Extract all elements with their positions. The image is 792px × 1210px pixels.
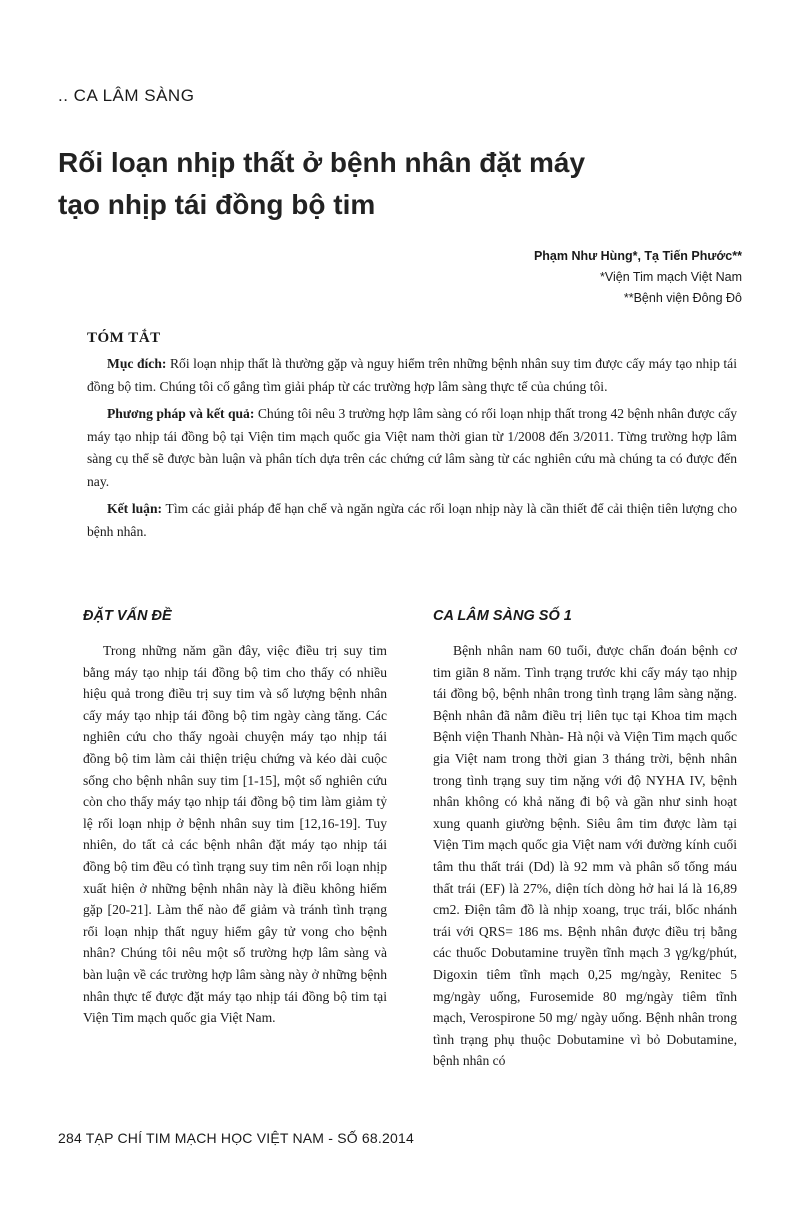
journal-footer: 284 TẠP CHÍ TIM MẠCH HỌC VIỆT NAM - SỐ 68.2014 — [58, 1130, 414, 1146]
objective-label: Mục đích: — [107, 356, 167, 371]
methods-text: Chúng tôi nêu 3 trường hợp lâm sàng có rối loạn nhịp thất trong 42 bệnh nhân được cấy máy tạo nhịp tái đồng bộ tại Viện tim mạch quốc gia Việt nam thời gian từ 1/2008 đến 3/2011. Từng trường hợp lâm sàng cụ thể sẽ được bàn luận và phân tích dựa trên các chứng cứ lâm sàng từ các nghiên cứu mà chúng ta có được đến nay. — [87, 406, 737, 489]
affiliation-1: *Viện Tim mạch Việt Nam — [600, 270, 742, 284]
abstract-heading: TÓM TẮT — [87, 330, 161, 346]
right-column — [433, 608, 737, 1072]
author-block — [534, 246, 742, 309]
case-1-heading: CA LÂM SÀNG SỐ 1 — [433, 608, 572, 624]
methods-label: Phương pháp và kết quả: — [107, 406, 255, 421]
objective-text: Rối loạn nhịp thất là thường gặp và nguy hiểm trên những bệnh nhân suy tim được cấy máy tạo nhịp tái đồng bộ tim. Chúng tôi cố gắng tìm giải pháp từ các trường hợp lâm sàng thực tế của chúng tôi. — [87, 356, 737, 394]
section-tag: .. CA LÂM SÀNG — [58, 86, 195, 105]
article-title — [58, 142, 758, 226]
conclusion-label: Kết luận: — [107, 501, 163, 516]
left-column — [83, 608, 387, 1029]
title-line-2: tạo nhịp tái đồng bộ tim — [58, 189, 376, 220]
conclusion-text: Tìm các giải pháp để hạn chế và ngăn ngừa các rối loạn nhịp này là cần thiết để cải thiện tiên lượng cho bệnh nhân. — [87, 501, 737, 539]
abstract-methods — [87, 403, 737, 493]
affiliation-2: **Bệnh viện Đông Đô — [623, 291, 742, 305]
abstract-conclusion — [87, 498, 737, 543]
abstract-objective — [87, 353, 737, 398]
author-names: Phạm Như Hùng*, Tạ Tiến Phước** — [533, 249, 742, 263]
introduction-body: Trong những năm gần đây, việc điều trị suy tim bằng máy tạo nhịp tái đồng bộ tim cho thấy có nhiều hiệu quả trong điều trị suy tim và số lượng bệnh nhân cấy máy tạo nhịp tái đồng bộ tim ngày càng tăng. Các nghiên cứu cho thấy ngoài chuyện máy tạo nhịp tái đồng bộ tim làm cải thiện triệu chứng và kéo dài cuộc sống cho bệnh nhân suy tim [1-15], một số nghiên cứu còn cho thấy máy tạo nhịp tái đồng bộ tim làm giảm tỷ lệ rối loạn nhịp ở bệnh nhân suy tim [12,16-19]. Tuy nhiên, do tất cả các bệnh nhân đặt máy tạo nhịp tái đồng bộ tim đều có tình trạng suy tim nên rối loạn nhịp xuất hiện ở những bệnh nhân này là điều không hiếm gặp [20-21]. Làm thế nào để giảm và tránh tình trạng rối loạn nhịp thất nguy hiểm gây tử vong cho bệnh nhân? Chúng tôi nêu một số trường hợp lâm sàng và bàn luận về các trường hợp lâm sàng này ở những bệnh nhân thực tế được đặt máy tạo nhịp tái đồng bộ tim tại Viện Tim mạch quốc gia Việt Nam. — [83, 643, 387, 1026]
title-line-1: Rối loạn nhịp thất ở bệnh nhân đặt máy — [58, 147, 586, 178]
introduction-heading: ĐẶT VẤN ĐỀ — [83, 608, 172, 624]
abstract — [87, 330, 737, 548]
case-1-body: Bệnh nhân nam 60 tuổi, được chẩn đoán bệnh cơ tim giãn 8 năm. Tình trạng trước khi cấy máy tạo nhịp tái đồng bộ, bệnh nhân trong tình trạng lâm sàng nặng. Bệnh nhân đã nằm điều trị liên tục tại Khoa tim mạch Bệnh viện Thanh Nhàn- Hà nội và Viện Tim mạch quốc gia Việt nam trong thời gian 3 tháng trời, bệnh nhân trong tình trạng suy tim nặng với độ NYHA IV, bệnh nhân không có khả năng đi bộ và gần như sinh hoạt xung quanh giường bệnh. Siêu âm tim được làm tại Viện Tim mạch quốc gia Việt nam với đường kính cuối tâm thu thất trái (Dd) là 92 mm và phân số tống máu thất trái (EF) là 27%, diện tích dòng hở hai lá là 16,89 cm2. Điện tâm đồ là nhịp xoang, trục trái, blốc nhánh trái với QRS= 186 ms. Bệnh nhân được điều trị bằng các thuốc Dobutamine truyền tĩnh mạch 3 γg/kg/phút, Digoxin tiêm tĩnh mạch 0,25 mg/ngày, Renitec 5 mg/ngày uống, Furosemide 80 mg/ngày tiêm tĩnh mạch, Verospirone 50 mg/ ngày uống. Bệnh nhân trong tình trạng phụ thuộc Dobutamine vì bỏ Dobutamine, bệnh nhân có — [433, 643, 737, 1069]
